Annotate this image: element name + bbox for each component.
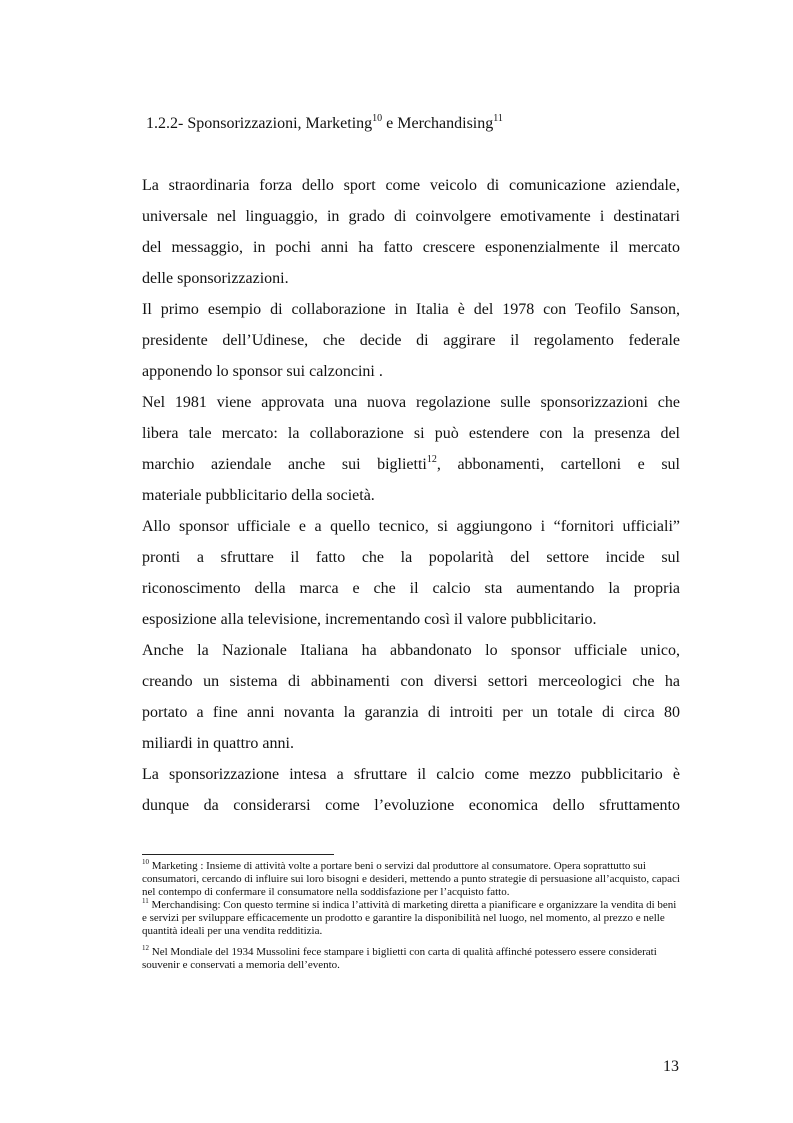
footnote-12 [142, 946, 682, 972]
text-line: miliardi in quattro anni. [142, 735, 294, 752]
text-line: La sponsorizzazione intesa a sfruttare il calcio come mezzo pubblicitario è [142, 766, 680, 783]
text-segment: marchio aziendale anche sui biglietti [142, 456, 427, 473]
text-segment: , abbonamenti, cartelloni e sul [436, 456, 680, 473]
text-line: Allo sponsor ufficiale e a quello tecnico, si aggiungono i “fornitori ufficiali” [142, 518, 680, 535]
text-line: Anche la Nazionale Italiana ha abbandonato lo sponsor ufficiale unico, [142, 642, 680, 659]
text-line: materiale pubblicitario della società. [142, 487, 375, 504]
footnote-ref-12[interactable]: 12 [426, 454, 437, 465]
section-heading [146, 114, 503, 134]
text-line: apponendo lo sponsor sui calzoncini . [142, 363, 383, 380]
text-line: presidente dell’Udinese, che decide di aggirare il regolamento federale [142, 332, 680, 349]
footnote-separator [142, 854, 334, 855]
text-line: pronti a sfruttare il fatto che la popolarità del settore incide sul [142, 549, 680, 566]
footnote-ref-11[interactable]: 11 [493, 113, 503, 124]
text-line: Il primo esempio di collaborazione in Italia è del 1978 con Teofilo Sanson, [142, 301, 680, 318]
footnote-11 [142, 899, 682, 938]
text-line: Nel 1981 viene approvata una nuova regolazione sulle sponsorizzazioni che [142, 394, 680, 411]
footnote-text: Marketing : Insieme di attività volte a portare beni o servizi dal produttore al consumatore. Opera soprattutto sui consumatori, cercando di influire sui loro bisogni e desideri, mettendo a punto strategie di persuasione all’acquisto, capaci nel contempo di confermare il consumatore nella soddisfazione per l’acquisto fatto. [142, 860, 680, 898]
body-text [142, 170, 680, 821]
text-line: delle sponsorizzazioni. [142, 270, 289, 287]
text-line: libera tale mercato: la collaborazione si può estendere con la presenza del [142, 425, 680, 442]
text-line-with-footnote [142, 449, 680, 480]
text-line: dunque da considerarsi come l’evoluzione economica dello sfruttamento [142, 797, 680, 814]
text-line: riconoscimento della marca e che il calcio sta aumentando la propria [142, 580, 680, 597]
footnotes [142, 860, 682, 972]
text-line: del messaggio, in pochi anni ha fatto crescere esponenzialmente il mercato [142, 239, 680, 256]
footnote-10 [142, 860, 682, 899]
text-line: creando un sistema di abbinamenti con diversi settori merceologici che ha [142, 673, 680, 690]
footnote-mark: 10 [142, 858, 149, 866]
text-line: portato a fine anni novanta la garanzia di introiti per un totale di circa 80 [142, 704, 680, 721]
heading-text: 1.2.2- Sponsorizzazioni, Marketing [146, 115, 373, 132]
heading-text-middle: e Merchandising [382, 115, 494, 132]
footnote-text: Nel Mondiale del 1934 Mussolini fece stampare i biglietti con carta di qualità affinché potessero essere considerati souvenir e conservati a memoria dell’evento. [142, 946, 657, 971]
page-number: 13 [663, 1058, 679, 1075]
text-line: universale nel linguaggio, in grado di coinvolgere emotivamente i destinatari [142, 208, 680, 225]
text-line: esposizione alla televisione, incrementando così il valore pubblicitario. [142, 611, 597, 628]
footnote-mark: 12 [142, 944, 149, 952]
footnote-text: Merchandising: Con questo termine si indica l’attività di marketing diretta a pianificare e organizzare la vendita di beni e servizi per sviluppare efficacemente un prodotto e garantire la disponibilità nel luogo, nel momento, al prezzo e nelle quantità ideali per una vendita redditizia. [142, 899, 677, 937]
footnote-mark: 11 [142, 897, 149, 905]
text-line: La straordinaria forza dello sport come veicolo di comunicazione aziendale, [142, 177, 680, 194]
footnote-ref-10[interactable]: 10 [372, 113, 383, 124]
